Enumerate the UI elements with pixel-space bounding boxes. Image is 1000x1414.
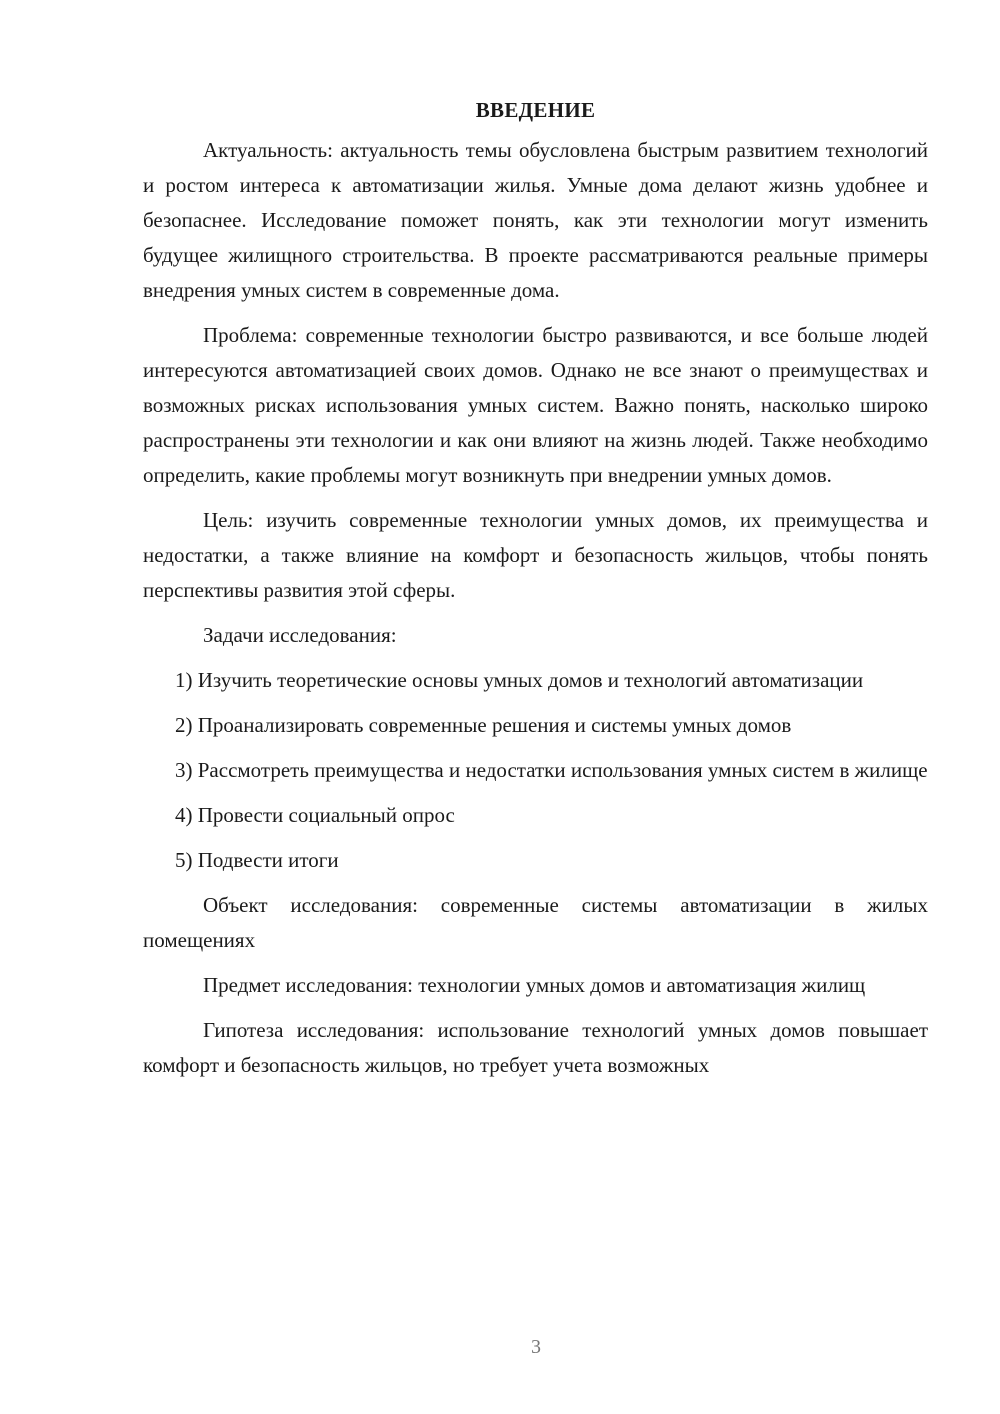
task-item-3: 3) Рассмотреть преимущества и недостатки использования умных систем в жилище (175, 758, 928, 782)
page-number: 3 (531, 1336, 541, 1358)
paragraph-problem: Проблема: современные технологии быстро развиваются, и все больше людей интересуются автоматизацией своих домов. Однако не все знают о преимуществах и возможных рисках использования умных систем. Важно понять, насколько широко распространены эти технологии и как они влияют на жизнь людей. Также необходимо определить, какие проблемы могут возникнуть при внедрении умных домов. (143, 323, 928, 487)
document-page (143, 95, 928, 1093)
paragraph-object: Объект исследования: современные системы автоматизации в жилых помещениях (143, 893, 928, 952)
task-item-5: 5) Подвести итоги (175, 848, 339, 872)
task-item-2: 2) Проанализировать современные решения и системы умных домов (175, 713, 792, 737)
task-item-1: 1) Изучить теоретические основы умных домов и технологий автоматизации (175, 668, 864, 692)
paragraph-goal: Цель: изучить современные технологии умных домов, их преимущества и недостатки, а также влияние на комфорт и безопасность жильцов, чтобы понять перспективы развития этой сферы. (143, 508, 928, 602)
page-title: ВВЕДЕНИЕ (475, 98, 596, 122)
paragraph-hypothesis: Гипотеза исследования: использование технологий умных домов повышает комфорт и безопасность жильцов, но требует учета возможных (143, 1018, 928, 1077)
task-item-4: 4) Провести социальный опрос (175, 803, 455, 827)
paragraph-subject: Предмет исследования: технологии умных домов и автоматизация жилищ (203, 973, 866, 997)
paragraph-tasks-heading: Задачи исследования: (203, 623, 397, 647)
paragraph-relevance: Актуальность: актуальность темы обусловлена быстрым развитием технологий и ростом интереса к автоматизации жилья. Умные дома делают жизнь удобнее и безопаснее. Исследование поможет понять, как эти технологии могут изменить будущее жилищного строительства. В проекте рассматриваются реальные примеры внедрения умных систем в современные дома. (143, 138, 928, 302)
